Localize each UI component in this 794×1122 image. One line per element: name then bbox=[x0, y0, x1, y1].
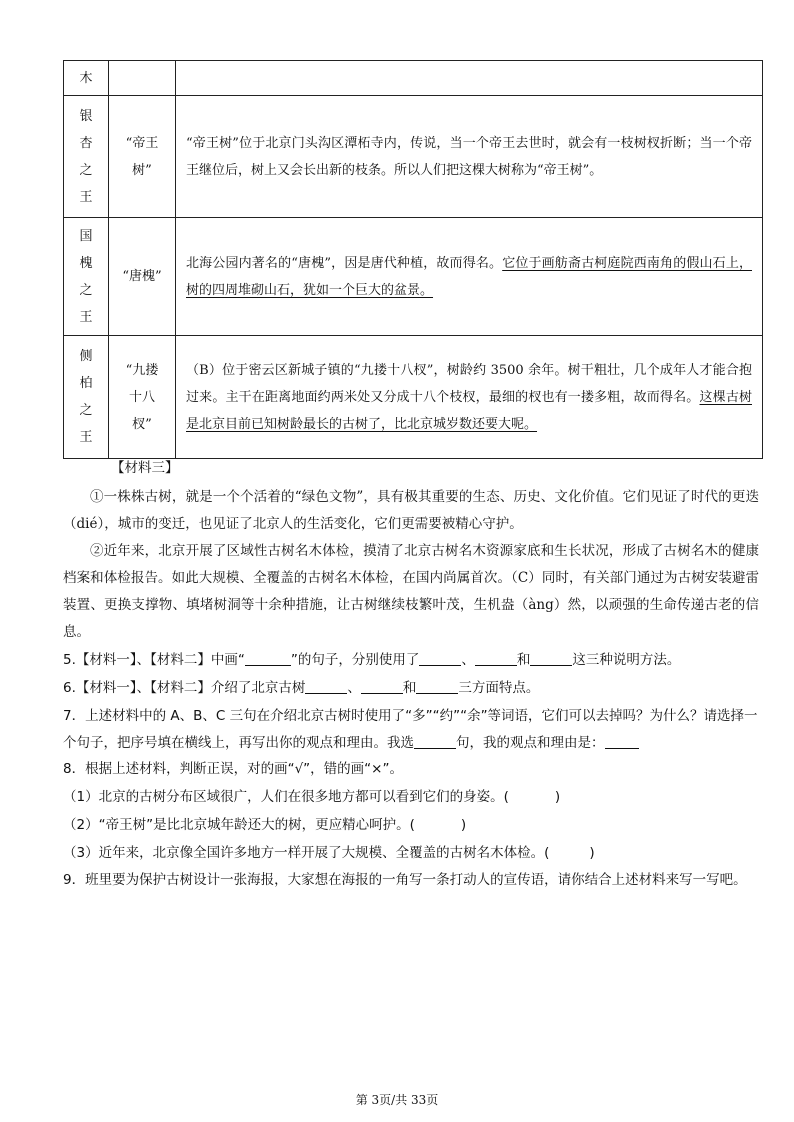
answer-blank[interactable] bbox=[419, 650, 461, 666]
answer-blank[interactable] bbox=[305, 678, 347, 694]
description-text: 北海公园内著名的“唐槐”，因是唐代种植，故而得名。 bbox=[186, 255, 503, 271]
page-number: 第 3页/共 33页 bbox=[355, 1093, 439, 1107]
row-description bbox=[176, 357, 762, 438]
row-tree-name: “九搂十八杈” bbox=[125, 362, 159, 432]
answer-blank[interactable] bbox=[414, 733, 456, 749]
question-8-item-1: （1）北京的古树分布区域很广，人们在很多地方都可以看到它们的身姿。( ) bbox=[63, 789, 561, 805]
underlined-sentence: 这棵古树是北京目前已知树龄最长的古树了，比北京城岁数还要大呢。 bbox=[186, 389, 752, 432]
row-title: 国槐之王 bbox=[79, 228, 93, 325]
question-9: 9．班里要为保护古树设计一张海报，大家想在海报的一角写一条打动人的宣传语，请你结合上述材料来写一写吧。 bbox=[63, 872, 747, 888]
question-6: 6.【材料一】、【材料二】介绍了北京古树 、 和 三方面特点。 bbox=[63, 680, 540, 696]
row-title: 木 bbox=[79, 70, 93, 86]
underlined-sentence: 它位于画舫斋古柯庭院西南角的假山石上，树的四周堆砌山石，犹如一个巨大的盆景。 bbox=[186, 255, 752, 298]
row-title: 侧柏之王 bbox=[79, 349, 93, 445]
question-8-item-3: （3）近年来，北京像全国许多地方一样开展了大规模、全覆盖的古树名木体检。( ) bbox=[63, 845, 595, 861]
row-tree-name: “唐槐” bbox=[122, 269, 162, 284]
table-row bbox=[64, 96, 763, 218]
answer-blank[interactable] bbox=[245, 650, 291, 666]
question-8-item-2: （2）“帝王树”是比北京城年龄还大的树，更应精心呵护。( ) bbox=[63, 817, 467, 833]
description-text: （B）位于密云区新城子镇的“九搂十八杈”，树龄约 3500 余年。树干粗壮，几个成年人才能合抱过来。主干在距离地面约两米处又分成十八个枝杈，最细的杈也有一搂多粗，故而得名。 bbox=[186, 362, 752, 405]
material-3-paragraph-1: ①一株株古树，就是一个个活着的“绿色文物”，具有极其重要的生态、历史、文化价值。它们见证了时代的更迭（dié），城市的变迁，也见证了北京人的生活变化，它们更需要被精心守护。 bbox=[63, 489, 759, 532]
table-row bbox=[64, 336, 763, 459]
answer-blank[interactable] bbox=[475, 650, 517, 666]
row-title: 银杏之王 bbox=[79, 108, 93, 205]
material-3-heading: 【材料三】 bbox=[111, 460, 179, 476]
table-row bbox=[64, 218, 763, 336]
row-description: “帝王树”位于北京门头沟区潭柘寺内，传说，当一个帝王去世时，就会有一枝树杈折断；当一个帝王继位后，树上又会长出新的枝条。所以人们把这棵大树称为“帝王树”。 bbox=[186, 135, 752, 178]
question-8: 8．根据上述材料，判断正误，对的画“√”，错的画“×”。 bbox=[63, 761, 403, 777]
row-tree-name: “帝王树” bbox=[125, 135, 159, 178]
row-description bbox=[176, 250, 762, 304]
answer-blank[interactable] bbox=[605, 733, 639, 749]
question-7: 7．上述材料中的 A、B、C 三句在介绍北京古树时使用了“多”“约”“余”等词语，它们可以去掉吗？为什么？请选择一个句子，把序号填在横线上，再写出你的观点和理由。我选 句，我的观点和理由是： bbox=[63, 708, 758, 751]
ancient-tree-table bbox=[63, 60, 763, 459]
answer-blank[interactable] bbox=[361, 678, 403, 694]
answer-blank[interactable] bbox=[530, 650, 572, 666]
material-3-paragraph-2: ②近年来，北京开展了区域性古树名木体检，摸清了北京古树名木资源家底和生长状况，形成了古树名木的健康档案和体检报告。如此大规模、全覆盖的古树名木体检，在国内尚属首次。（C）同时，有关部门通过为古树安装避雷装置、更换支撑物、填堵树洞等十余种措施，让古树继续枝繁叶茂，生机盎（àng）然，以顽强的生命传递古老的信息。 bbox=[63, 543, 759, 640]
table-row bbox=[64, 61, 763, 96]
question-5: 5.【材料一】、【材料二】中画“ ”的句子，分别使用了 、 和 这三种说明方法。 bbox=[63, 652, 681, 668]
answer-blank[interactable] bbox=[416, 678, 458, 694]
